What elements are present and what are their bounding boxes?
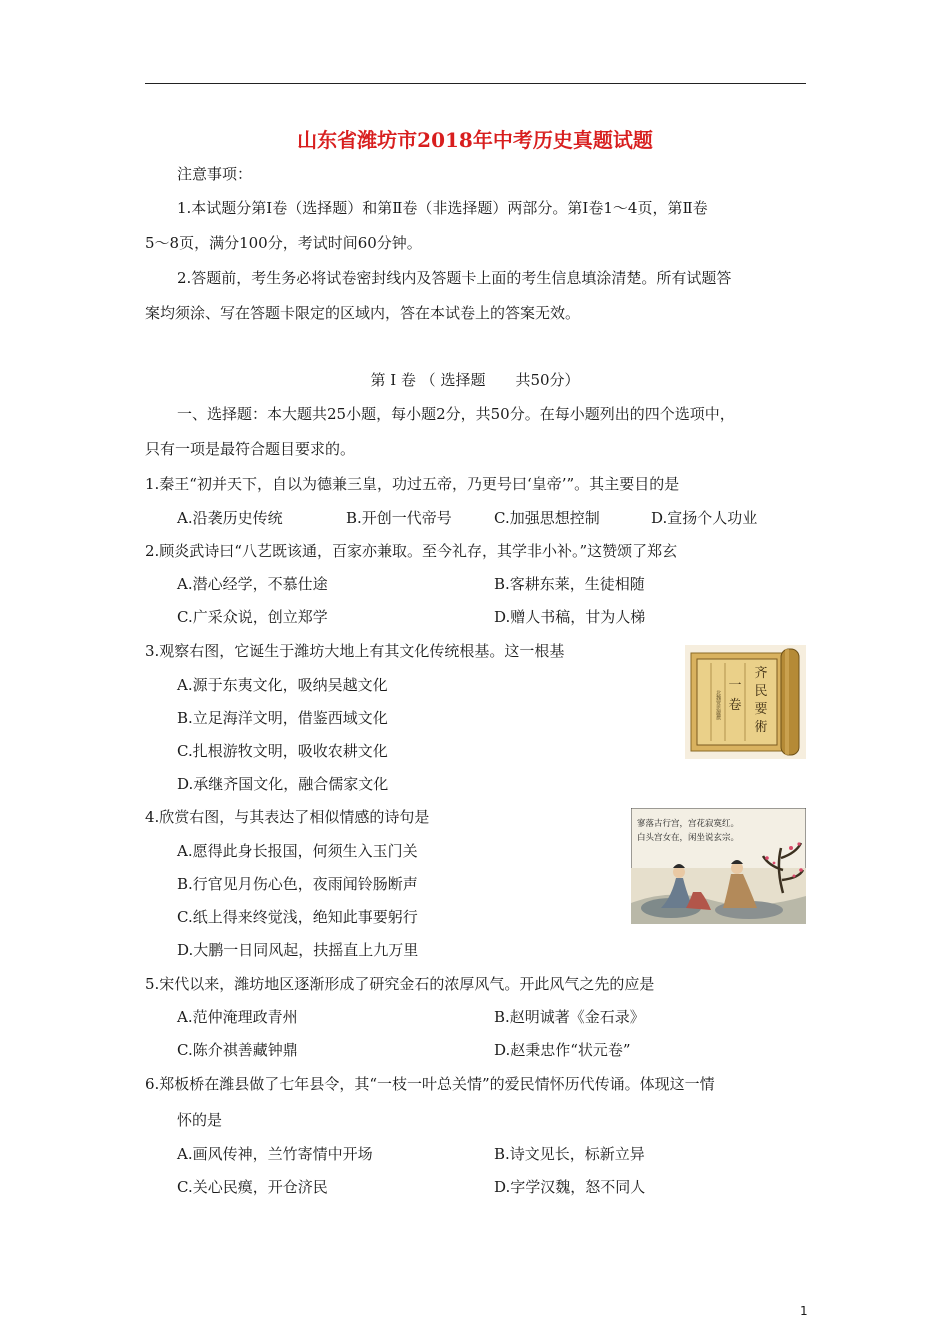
- question-6-option-c: C.关心民瘼，开仓济民: [177, 1178, 328, 1196]
- question-6-stem-line-2: 怀的是: [177, 1111, 223, 1129]
- page-number: 1: [800, 1304, 808, 1318]
- question-5-option-a: A.范仲淹理政青州: [177, 1008, 298, 1026]
- poem-line-1: 寥落古行宫，宫花寂寞红。: [637, 819, 740, 829]
- question-1-stem: 1.秦王“初并天下，自以为德兼三皇，功过五帝，乃更号曰‘皇帝’”。其主要目的是: [145, 475, 680, 493]
- question-4-option-a: A.愿得此身长报国，何须生入玉门关: [177, 842, 418, 860]
- question-2-option-b: B.客耕东莱，生徒相随: [494, 575, 645, 593]
- question-1-option-a: A.沿袭历史传统: [177, 509, 283, 527]
- question-5-option-c: C.陈介祺善藏钟鼎: [177, 1041, 298, 1059]
- question-4-option-b: B.行官见月伤心色，夜雨闻铃肠断声: [177, 875, 418, 893]
- note-1-line-2: 5～8页，满分100分，考试时间60分钟。: [145, 234, 422, 252]
- scroll-title-char-4: 術: [754, 720, 768, 735]
- question-4-option-c: C.纸上得来终觉浅，绝知此事要躬行: [177, 908, 418, 926]
- question-3-option-a: A.源于东夷文化，吸纳吴越文化: [177, 676, 388, 694]
- page-title: 山东省潍坊市2018年中考历史真题试题: [297, 128, 653, 152]
- scroll-volume-char-1: 一: [728, 678, 742, 693]
- note-2-line-1: 2.答题前，考生务必将试卷密封线内及答题卡上面的考生信息填涂清楚。所有试题答: [177, 269, 732, 287]
- question-2-stem: 2.顾炎武诗曰“八艺既该通，百家亦兼取。至今礼存，其学非小补。”这赞颂了郑玄: [145, 542, 678, 560]
- question-3-option-b: B.立足海洋文明，借鉴西域文化: [177, 709, 388, 727]
- scroll-illustration: [685, 645, 806, 759]
- scroll-title-char-1: 齐: [754, 666, 768, 681]
- question-6-stem-line-1: 6.郑板桥在潍县做了七年县令，其“一枝一叶总关情”的爱民情怀历代传诵。体现这一情: [145, 1075, 715, 1093]
- question-5-stem: 5.宋代以来，潍坊地区逐渐形成了研究金石的浓厚风气。开此风气之先的应是: [145, 975, 655, 993]
- note-2-line-2: 案均须涂、写在答题卡限定的区域内，答在本试卷上的答案无效。: [145, 304, 581, 322]
- figure-qimin-yaoshu-scroll: [685, 645, 806, 759]
- section-intro-line-1: 一、选择题：本大题共25小题，每小题2分，共50分。在每小题列出的四个选项中，: [177, 405, 735, 423]
- question-3-option-c: C.扎根游牧文明，吸收农耕文化: [177, 742, 388, 760]
- question-2-option-a: A.潜心经学，不慕仕途: [177, 575, 328, 593]
- scroll-title-char-2: 民: [754, 684, 768, 699]
- scroll-title-char-3: 要: [754, 702, 768, 717]
- section-intro-line-2: 只有一项是最符合题目要求的。: [145, 440, 356, 458]
- question-6-option-b: B.诗文见长，标新立异: [494, 1145, 645, 1163]
- question-4-stem: 4.欣赏右图，与其表达了相似情感的诗句是: [145, 808, 430, 826]
- question-1-option-d: D.宣扬个人功业: [651, 509, 758, 527]
- question-6-option-a: A.画风传神，兰竹寄情中开场: [177, 1145, 373, 1163]
- painting-illustration: [631, 808, 806, 924]
- question-3-option-d: D.承继齐国文化，融合儒家文化: [177, 775, 389, 793]
- question-2-option-c: C.广采众说，创立郑学: [177, 608, 328, 626]
- scroll-small-note: 北魏贾思勰撰: [715, 690, 721, 720]
- question-4-option-d: D.大鹏一日同风起，扶摇直上九万里: [177, 941, 419, 959]
- figure-palace-maids-painting: [631, 808, 806, 924]
- note-1-line-1: 1.本试题分第Ⅰ卷（选择题）和第Ⅱ卷（非选择题）两部分。第Ⅰ卷1～4页，第Ⅱ卷: [177, 199, 708, 217]
- question-1-option-b: B.开创一代帝号: [346, 509, 452, 527]
- question-5-option-d: D.赵秉忠作“状元卷”: [494, 1041, 631, 1059]
- question-1-option-c: C.加强思想控制: [494, 509, 600, 527]
- poem-line-2: 白头宫女在，闲坐说玄宗。: [637, 833, 740, 843]
- notes-heading: 注意事项：: [177, 165, 253, 183]
- question-3-stem: 3.观察右图，它诞生于潍坊大地上有其文化传统根基。这一根基: [145, 642, 565, 660]
- scroll-volume-char-2: 卷: [728, 698, 742, 713]
- question-5-option-b: B.赵明诚著《金石录》: [494, 1008, 645, 1026]
- question-6-option-d: D.字学汉魏，怒不同人: [494, 1178, 646, 1196]
- section-heading: 第 Ⅰ 卷 （ 选择题 共50分）: [370, 371, 580, 389]
- top-rule: [145, 83, 806, 84]
- question-2-option-d: D.赠人书稿，甘为人梯: [494, 608, 646, 626]
